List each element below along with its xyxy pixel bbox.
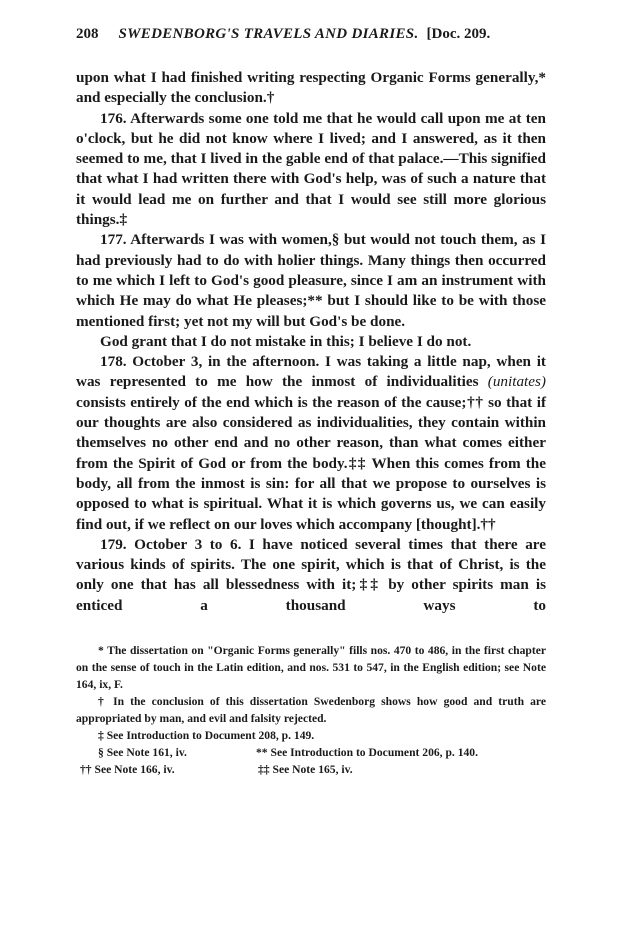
footnote-double-asterisk: ** See Introduction to Document 206, p. 140. [256,746,479,760]
paragraph-178 [76,352,546,535]
footnote-dagger: † In the conclusion of this dissertation Swedenborg shows how good and truth are appropriated by man, and evil and falsity rejected. [76,695,546,726]
paragraph-178-part-a: 178. October 3, in the afternoon. I was taking a little nap, when it was represented to me how the inmost of individualities [76,353,546,391]
paragraph-178-part-b: consists entirely of the end which is the reason of the cause;†† so that if our thoughts are also considered as individualities, they contain within themselves no other end and no other reason, than what comes either from the Spirit of God or from the body.‡‡ When this comes from the body, all from the inmost is sin: for all that we propose to ourselves is opposed to what is spiritual. What it is which governs us, we can easily find out, if we reflect on our loves which accompany [thought].†† [76,393,546,533]
paragraph-176: 176. Afterwards some one told me that he would call upon me at ten o'clock, but he did not know where I lived; and I answered, as it then seemed to me, that I lived in the gable end of that palace.—This signified that what I had written there with God's help, was of such a nature that it would lead me on further and that I would see still more glorious things.‡ [76,109,546,229]
document-reference: [Doc. 209. [426,26,491,42]
paragraph-continuation: upon what I had finished writing respecting Organic Forms generally,* and especially the conclusion.† [76,69,546,107]
page-number: 208 [76,26,99,42]
footnote-asterisk: * The dissertation on "Organic Forms generally" fills nos. 470 to 486, in the first chapter on the sense of touch in the Latin edition, and nos. 531 to 547, in the English edition; see Note 164, ix, F. [76,644,546,692]
footnote-double-dagger-pair: †† See Note 166, iv. [80,763,175,777]
book-page [76,26,546,778]
footnote-double-double-dagger: ‡‡ See Note 165, iv. [258,763,353,777]
paragraph-prayer: God grant that I do not mistake in this; I believe I do not. [100,332,472,350]
footnote-double-dagger: ‡ See Introduction to Document 208, p. 149. [98,729,315,743]
footnote-section-sign: § See Note 161, iv. [98,746,187,760]
footnote-row [76,744,546,761]
body-text [76,68,546,616]
footnote-row [76,761,546,778]
paragraph-179: 179. October 3 to 6. I have noticed several times that there are various kinds of spirits. The one spirit, which is that of Christ, is the only one that has all blessedness with it;‡‡ by other spirits man is enticed a thousand ways to [76,535,546,614]
running-header [76,26,546,50]
paragraph-177: 177. Afterwards I was with women,§ but would not touch them, as I had previously had to do with holier things. Many things then occurred to me which I left to God's good pleasure, since I am an instrument with which He may do what He pleases;** but I should like to be with those mentioned first; yet not my will but God's be done. [76,231,546,330]
paragraph-178-latin-term: (unitates) [487,373,546,391]
running-title: SWEDENBORG'S TRAVELS AND DIARIES. [118,26,419,42]
footnotes [76,642,546,778]
